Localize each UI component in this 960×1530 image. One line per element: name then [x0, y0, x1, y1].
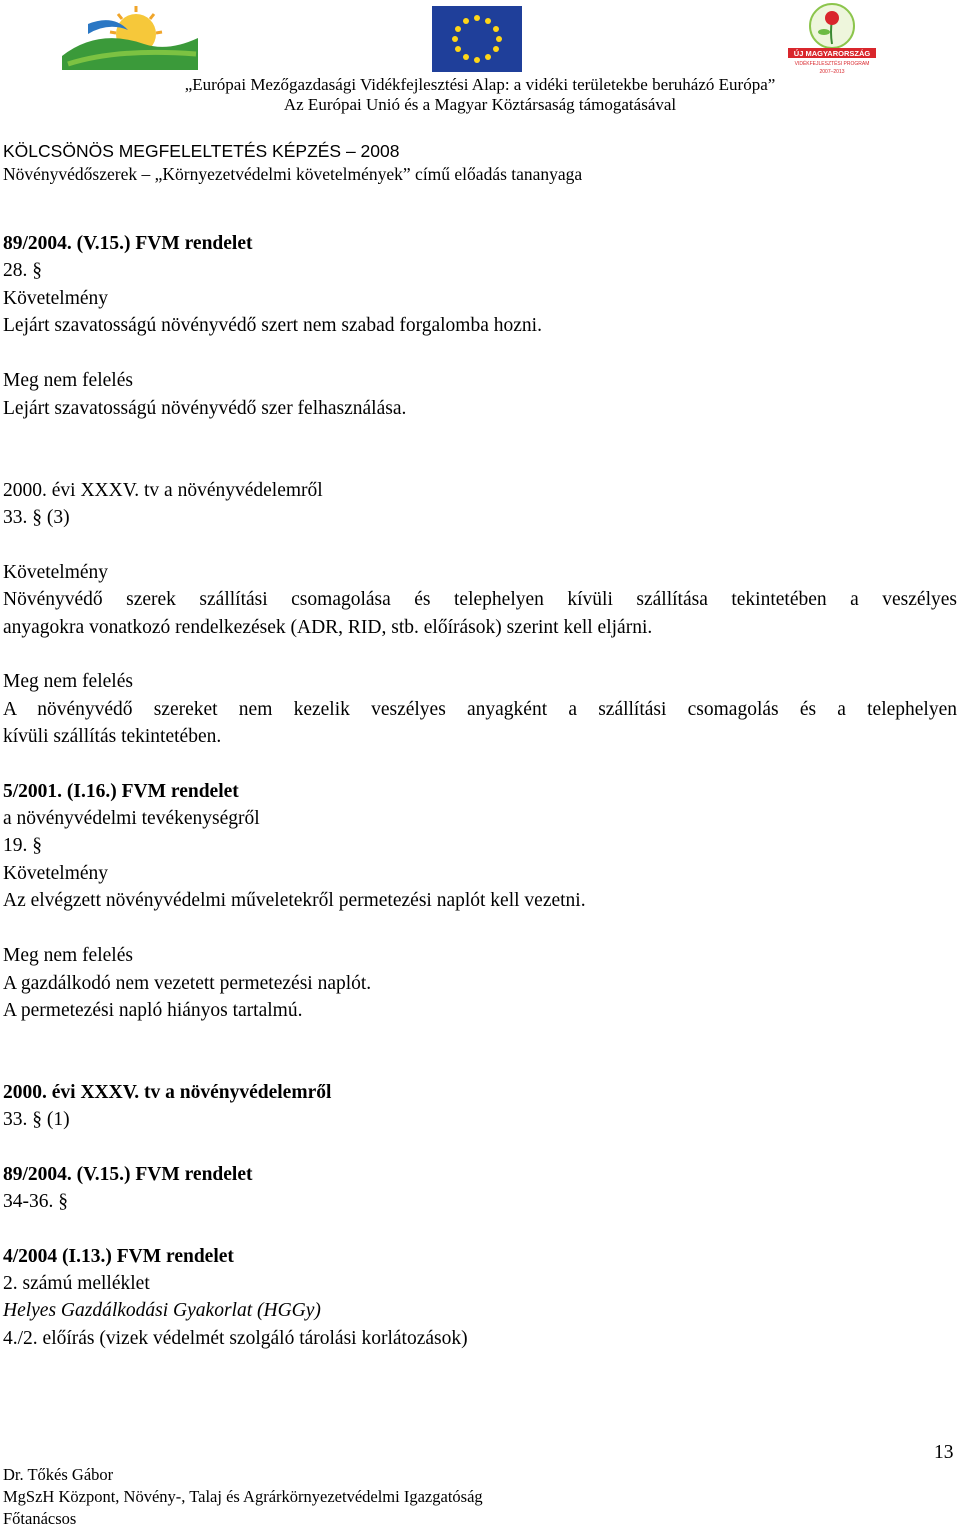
eu-stars-icon — [432, 6, 522, 72]
section3-violation-heading: Meg nem felelés — [3, 945, 133, 966]
section3-violation-text-2: A permetezési napló hiányos tartalmú. — [3, 1000, 303, 1021]
logo-text-title: ÚJ MAGYARORSZÁG — [793, 49, 871, 58]
section3-subtitle: a növényvédelmi tevékenységről — [3, 808, 260, 829]
footer-author: Dr. Tőkés Gábor — [3, 1465, 114, 1484]
section1-violation-heading: Meg nem felelés — [3, 370, 133, 391]
flower-emblem-icon — [782, 2, 882, 76]
section2-violation-text-1: A növényvédő szereket nem kezelik veszélyes anyagként a szállítási csomagolás és a telephelyen — [3, 699, 957, 720]
section1-requirement-text: Lejárt szavatosságú növényvédő szert nem szabad forgalomba hozni. — [3, 315, 542, 336]
footer-position: Főtanácsos — [3, 1509, 77, 1528]
section2-requirement-text-1: Növényvédő szerek szállítási csomagolása és telephelyen kívüli szállítása tekintetében a veszélyes — [3, 589, 957, 610]
document-subtitle: Növényvédőszerek – „Környezetvédelmi követelmények” című előadás tananyaga — [3, 164, 583, 184]
document-title: KÖLCSÖNÖS MEGFELELTETÉS KÉPZÉS – 2008 — [3, 141, 400, 161]
section6-rule: 4./2. előírás (vizek védelmét szolgáló tárolási korlátozások) — [3, 1328, 468, 1349]
section2-paragraph: 33. § (3) — [3, 507, 70, 528]
logo-text-program: VIDÉKFEJLESZTÉSI PROGRAM — [794, 61, 870, 67]
footer-institution: MgSzH Központ, Növény-, Talaj és Agrárkörnyezetvédelmi Igazgatóság — [3, 1487, 483, 1506]
section5-title: 89/2004. (V.15.) FVM rendelet — [3, 1164, 253, 1185]
sun-landscape-icon — [58, 4, 202, 70]
section6-title: 4/2004 (I.13.) FVM rendelet — [3, 1246, 234, 1267]
section1-violation-text: Lejárt szavatosságú növényvédő szer felhasználása. — [3, 398, 407, 419]
section3-paragraph: 19. § — [3, 835, 42, 856]
uj-magyarorszag-logo — [782, 2, 882, 76]
eu-flag-logo — [432, 6, 522, 72]
section6-annex: 2. számú melléklet — [3, 1273, 150, 1294]
section1-paragraph: 28. § — [3, 260, 42, 281]
section3-violation-text-1: A gazdálkodó nem vezetett permetezési naplót. — [3, 973, 372, 994]
section3-title: 5/2001. (I.16.) FVM rendelet — [3, 781, 239, 802]
page-number: 13 — [934, 1442, 954, 1463]
section3-requirement-text: Az elvégzett növényvédelmi műveletekről permetezési naplót kell vezetni. — [3, 890, 586, 911]
section2-requirement-text-2: anyagokra vonatkozó rendelkezések (ADR, RID, stb. előírások) szerint kell eljárni. — [3, 617, 653, 638]
section6-practice: Helyes Gazdálkodási Gyakorlat (HGGy) — [3, 1300, 321, 1321]
section2-title: 2000. évi XXXV. tv a növényvédelemről — [3, 480, 323, 501]
section4-title: 2000. évi XXXV. tv a növényvédelemről — [3, 1082, 332, 1103]
logo-text-years: 2007–2013 — [819, 69, 845, 75]
section5-paragraph: 34-36. § — [3, 1191, 68, 1212]
section3-requirement-heading: Követelmény — [3, 863, 109, 884]
agricultural-fund-logo — [58, 4, 202, 70]
section1-title: 89/2004. (V.15.) FVM rendelet — [3, 233, 253, 254]
funding-subheader: Az Európai Unió és a Magyar Köztársaság támogatásával — [283, 95, 677, 114]
section4-paragraph: 33. § (1) — [3, 1109, 70, 1130]
section2-requirement-heading: Követelmény — [3, 562, 109, 583]
funding-header: „Európai Mezőgazdasági Vidékfejlesztési Alap: a vidéki területekbe beruházó Európa” — [184, 75, 776, 94]
section1-requirement-heading: Követelmény — [3, 288, 109, 309]
section2-violation-heading: Meg nem felelés — [3, 671, 133, 692]
section2-violation-text-2: kívüli szállítás tekintetében. — [3, 726, 222, 747]
